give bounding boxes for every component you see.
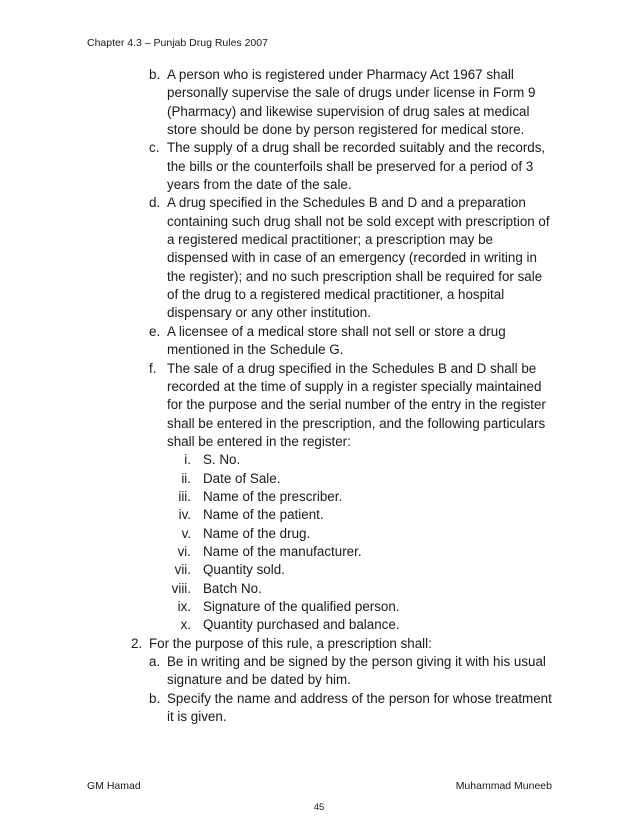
- rule-2-item-a: [0, 653, 638, 690]
- register-particular-item: [0, 543, 638, 561]
- document-body: [0, 66, 638, 726]
- list-marker: b.: [149, 690, 161, 706]
- list-item-text: The sale of a drug specified in the Schedules B and D shall be recorded at the time of supply in a register specially maintained for the purpose and the serial number of the entry in the register shall be entered in the prescription, and the following particulars shall be entered in the register:: [167, 360, 546, 449]
- list-item-text: Be in writing and be signed by the person giving it with his usual signature and be dated by him.: [167, 654, 546, 688]
- list-marker: e.: [149, 323, 161, 339]
- page-number: 45: [313, 802, 325, 813]
- list-marker: a.: [149, 654, 161, 669]
- rule-2-item: [0, 635, 638, 653]
- register-particular-text: Name of the manufacturer.: [203, 543, 362, 559]
- list-item-text: A drug specified in the Schedules B and D and a preparation containing such drug shall not be sold except with prescription of a registered medical practitioner; a prescription may be dispensed with in case of an emergency (recorded in writing in the register); and no such prescription shall be required for sale of the drug to a registered medical practitioner, a hospital dispensary or any other institution.: [167, 195, 550, 321]
- register-particular-text: Quantity purchased and balance.: [203, 617, 400, 633]
- list-item-b: [0, 66, 638, 139]
- list-item-f: [0, 360, 638, 452]
- footer-author-left: GM Hamad: [87, 780, 141, 792]
- register-particular-item: [0, 506, 638, 524]
- register-particular-item: [0, 488, 638, 506]
- list-item-text: The supply of a drug shall be recorded suitably and the records, the bills or the counterfoils shall be preserved for a period of 3 years from the date of the sale.: [167, 140, 546, 193]
- register-particular-item: [0, 470, 638, 488]
- roman-marker: x.: [180, 617, 191, 633]
- list-item-c: [0, 139, 638, 194]
- register-particular-text: Name of the prescriber.: [203, 488, 343, 504]
- roman-marker: iv.: [178, 507, 191, 523]
- list-item-text: Specify the name and address of the person for whose treatment it is given.: [167, 690, 552, 725]
- footer-author-right: Muhammad Muneeb: [455, 780, 552, 792]
- rule-2-text: For the purpose of this rule, a prescription shall:: [149, 635, 432, 651]
- register-particular-text: Date of Sale.: [203, 470, 281, 486]
- register-particular-text: Name of the drug.: [203, 525, 311, 541]
- roman-marker: iii.: [178, 488, 191, 504]
- list-item-text: A licensee of a medical store shall not sell or store a drug mentioned in the Schedule G.: [167, 323, 506, 358]
- list-marker: c.: [149, 140, 160, 156]
- roman-marker: viii.: [171, 580, 191, 596]
- roman-marker: vi.: [177, 543, 191, 559]
- list-marker: d.: [149, 195, 161, 211]
- register-particular-item: [0, 580, 638, 598]
- list-item-e: [0, 323, 638, 360]
- rule-2-item-b: [0, 690, 638, 727]
- register-particular-item: [0, 525, 638, 543]
- chapter-header: Chapter 4.3 – Punjab Drug Rules 2007: [87, 37, 268, 49]
- roman-marker: ix.: [177, 598, 191, 614]
- list-item-text: A person who is registered under Pharmacy Act 1967 shall personally supervise the sale of drugs under license in Form 9 (Pharmacy) and likewise supervision of drug sales at medical store should be done by person registered for medical store.: [167, 67, 536, 138]
- list-marker: f.: [149, 360, 157, 376]
- register-particular-item: [0, 616, 638, 634]
- roman-marker: v.: [181, 525, 191, 541]
- roman-marker: ii.: [181, 470, 191, 486]
- register-particular-text: S. No.: [203, 452, 241, 468]
- list-item-d: [0, 194, 638, 322]
- roman-marker: i.: [184, 452, 191, 468]
- roman-marker: vii.: [174, 562, 191, 578]
- list-marker: b.: [149, 67, 161, 82]
- register-particular-item: [0, 451, 638, 469]
- register-particular-text: Quantity sold.: [203, 562, 285, 578]
- register-particular-text: Name of the patient.: [203, 507, 324, 523]
- register-particular-text: Signature of the qualified person.: [203, 598, 400, 614]
- list-marker: 2.: [131, 635, 143, 651]
- register-particular-item: [0, 598, 638, 616]
- register-particular-item: [0, 561, 638, 579]
- register-particular-text: Batch No.: [203, 580, 262, 596]
